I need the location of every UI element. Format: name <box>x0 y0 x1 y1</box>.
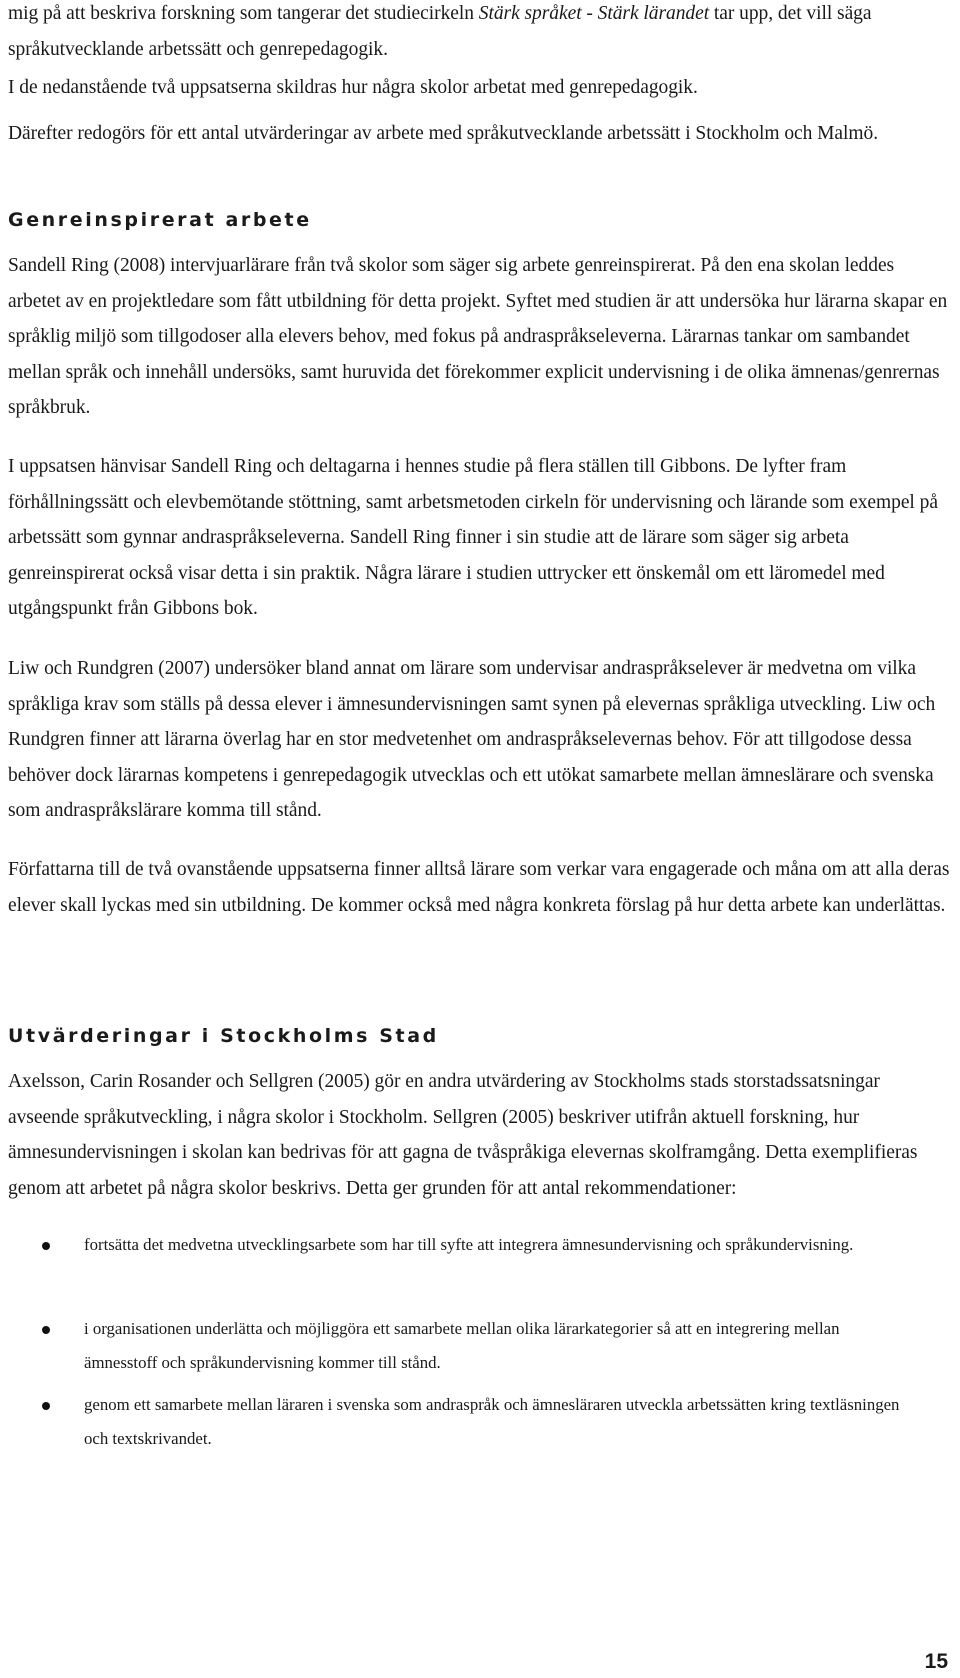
bullet-icon <box>42 1402 50 1410</box>
list-item-text: fortsätta det medvetna utvecklingsarbete som har till syfte att integrera ämnesundervisning och språkundervisning. <box>84 1235 854 1254</box>
paragraph-authors-summary: Författarna till de två ovanstående uppsatserna finner alltså lärare som verkar vara engagerade och måna om att alla deras elever skall lyckas med sin utbildning. De kommer också med några konkreta förslag på hur detta arbete kan underlättas. <box>8 859 950 916</box>
paragraph-text: tar upp, det vill säga språkutvecklande arbetssätt och genrepedagogik. <box>8 3 872 60</box>
list-item-text: i organisationen underlätta och möjliggöra ett samarbete mellan olika lärarkategorier så att en integrering mellan ämnesstoff och språkundervisning kommer till stånd. <box>84 1319 840 1372</box>
paragraph-intro-continuation <box>8 0 950 67</box>
paragraph-sandell-ring: Sandell Ring (2008) intervjuarlärare från två skolor som säger sig arbete genreinspirerat. På den ena skolan leddes arbetet av en projektledare som fått utbildning för detta projekt. Syftet med studien är att undersöka hur lärarna skapar en språklig miljö som tillgodoser alla elevers behov, med fokus på andraspråkseleverna. Lärarnas tankar om sambandet mellan språk och innehåll undersöks, samt huruvida det förekommer explicit undervisning i de olika ämnenas/genrernas språkbruk. <box>8 255 948 419</box>
paragraph-overview-evaluations: Därefter redogörs för ett antal utvärderingar av arbete med språkutvecklande arbetssätt i Stockholm och Malmö. <box>8 123 879 144</box>
study-circle-title: Stärk språket - Stärk lärandet <box>478 3 710 24</box>
bullet-icon <box>42 1326 50 1334</box>
paragraph-overview: I de nedanstående två uppsatserna skildras hur några skolor arbetat med genrepedagogik. <box>8 77 698 98</box>
bullet-icon <box>42 1242 50 1250</box>
section-heading-genreinspirerat: Genreinspirerat arbete <box>8 209 312 231</box>
paragraph-text: mig på att beskriva forskning som tangerar det studiecirkeln <box>8 3 479 24</box>
paragraph-gibbons-references: I uppsatsen hänvisar Sandell Ring och deltagarna i hennes studie på flera ställen till Gibbons. De lyfter fram förhållningssätt och elevbemötande stöttning, samt arbetsmetoden cirkeln för undervisning och lärande som exempel på arbetssätt som gynnar andraspråkseleverna. Sandell Ring finner i sin studie att de lärare som säger sig arbeta genreinspirerat också visar detta i sin praktik. Några lärare i studien uttrycker ett önskemål om ett läromedel med utgångspunkt från Gibbons bok. <box>8 456 938 620</box>
paragraph-liw-rundgren: Liw och Rundgren (2007) undersöker bland annat om lärare som undervisar andraspråkselever är medvetna om vilka språkliga krav som ställs på dessa elever i ämnesundervisningen samt synen på elevernas språkliga utveckling. Liw och Rundgren finner att lärarna överlag har en stor medvetenhet om andraspråkselevernas behov. För att tillgodose dessa behöver dock lärarnas kompetens i genrepedagogik utvecklas och ett utökat samarbete mellan ämneslärare och svenska som andraspråkslärare komma till stånd. <box>8 658 936 822</box>
paragraph-axelsson-evaluation: Axelsson, Carin Rosander och Sellgren (2005) gör en andra utvärdering av Stockholms stads storstadssatsningar avseende språkutveckling, i några skolor i Stockholm. Sellgren (2005) beskriver utifrån aktuell forskning, hur ämnesundervisningen i skolan kan bedrivas för att gagna de tvåspråkiga elevernas skolframgång. Detta exemplifieras genom att arbetet på några skolor beskrivs. Detta ger grunden för att antal rekommendationer: <box>8 1071 918 1199</box>
page-number: 15 <box>924 1650 948 1673</box>
list-item-text: genom ett samarbete mellan läraren i svenska som andraspråk och ämnesläraren utveckla arbetssätten kring textläsningen och textskrivandet. <box>84 1395 900 1448</box>
section-heading-utvarderingar: Utvärderingar i Stockholms Stad <box>8 1025 439 1047</box>
